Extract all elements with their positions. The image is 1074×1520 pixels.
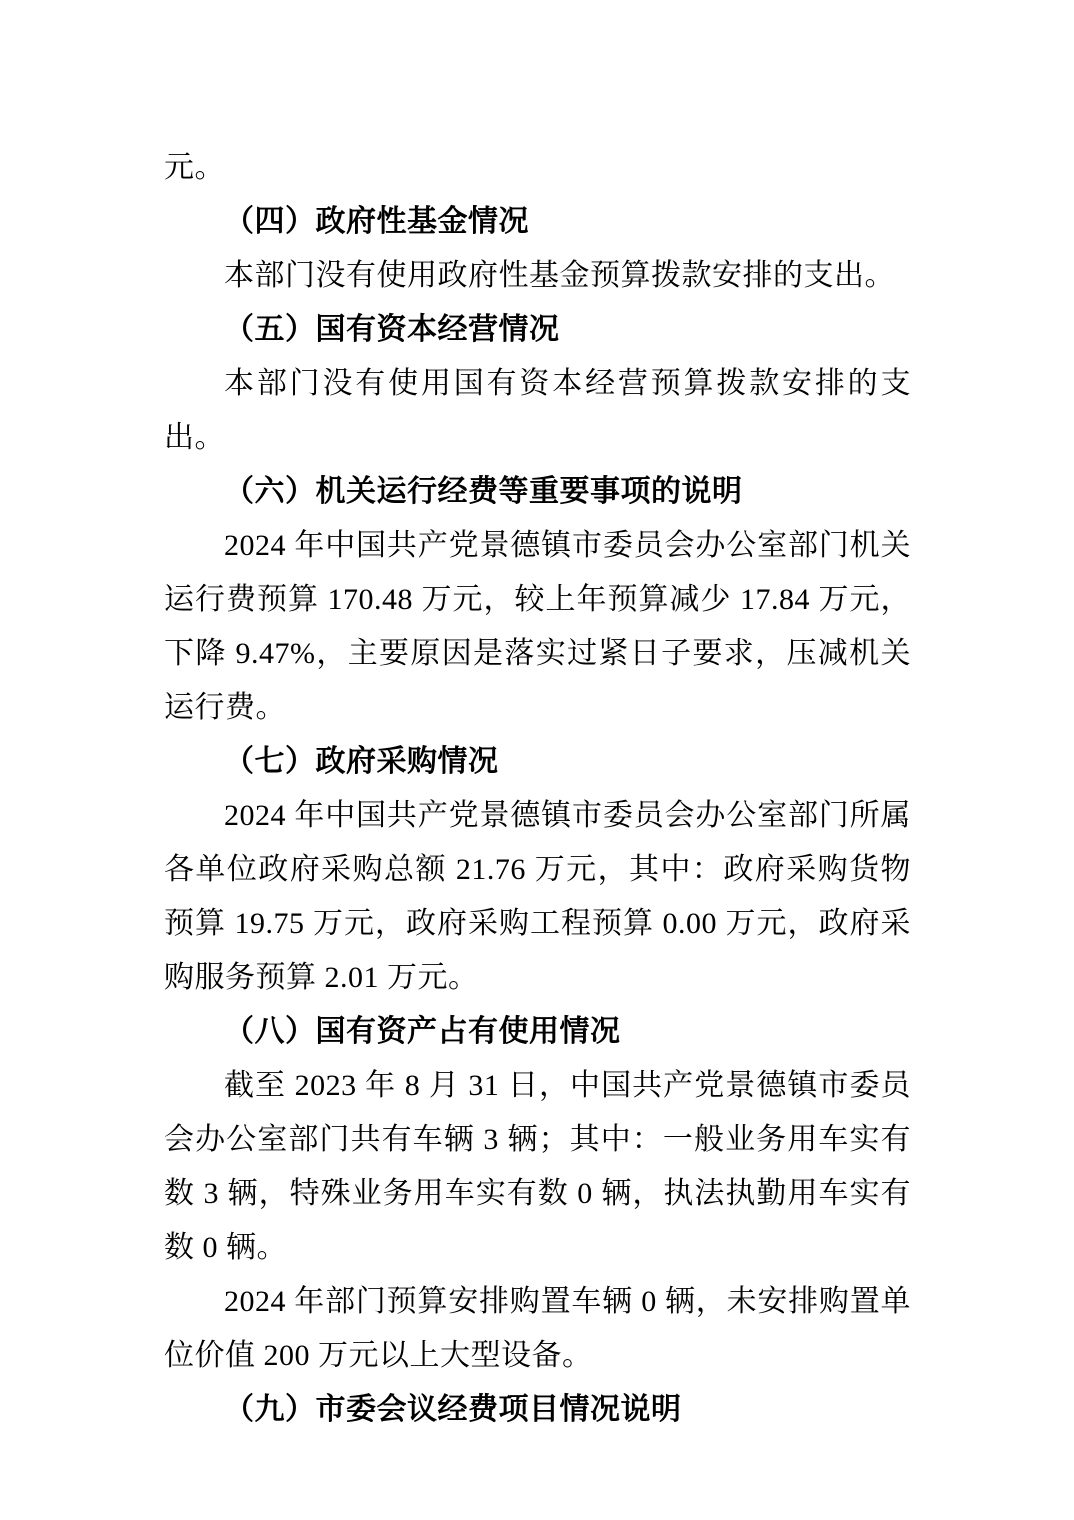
section-heading: （四）政府性基金情况 bbox=[224, 205, 529, 238]
paragraph-text: 2024 年中国共产党景德镇市委员会办公室部门机关运行费预算 170.48 万元，较上年预算减少 17.84 万元，下降 9.47%，主要原因是落实过紧日子要求，压减机关运行费。 bbox=[164, 529, 911, 724]
paragraph-text: 2024 年中国共产党景德镇市委员会办公室部门所属各单位政府采购总额 21.76 万元，其中：政府采购货物预算 19.75 万元，政府采购工程预算 0.00 万元，政府采购服务预算 2.01 万元。 bbox=[164, 799, 911, 994]
section-heading: （八）国有资产占有使用情况 bbox=[224, 1015, 621, 1048]
paragraph-text: 截至 2023 年 8 月 31 日，中国共产党景德镇市委员会办公室部门共有车辆 3 辆；其中：一般业务用车实有数 3 辆，特殊业务用车实有数 0 辆，执法执勤用车实有数 0 辆。 bbox=[164, 1069, 911, 1264]
section-heading: （六）机关运行经费等重要事项的说明 bbox=[224, 475, 743, 508]
document-body bbox=[164, 141, 911, 1437]
section-heading: （五）国有资本经营情况 bbox=[224, 313, 560, 346]
section-heading: （九）市委会议经费项目情况说明 bbox=[224, 1393, 682, 1426]
paragraph-text: 2024 年部门预算安排购置车辆 0 辆，未安排购置单位价值 200 万元以上大型设备。 bbox=[164, 1285, 911, 1372]
section-heading: （七）政府采购情况 bbox=[224, 745, 499, 778]
paragraph-text: 本部门没有使用政府性基金预算拨款安排的支出。 bbox=[224, 259, 895, 292]
paragraph-text: 本部门没有使用国有资本经营预算拨款安排的支出。 bbox=[164, 367, 911, 454]
paragraph-text: 元。 bbox=[164, 151, 225, 184]
